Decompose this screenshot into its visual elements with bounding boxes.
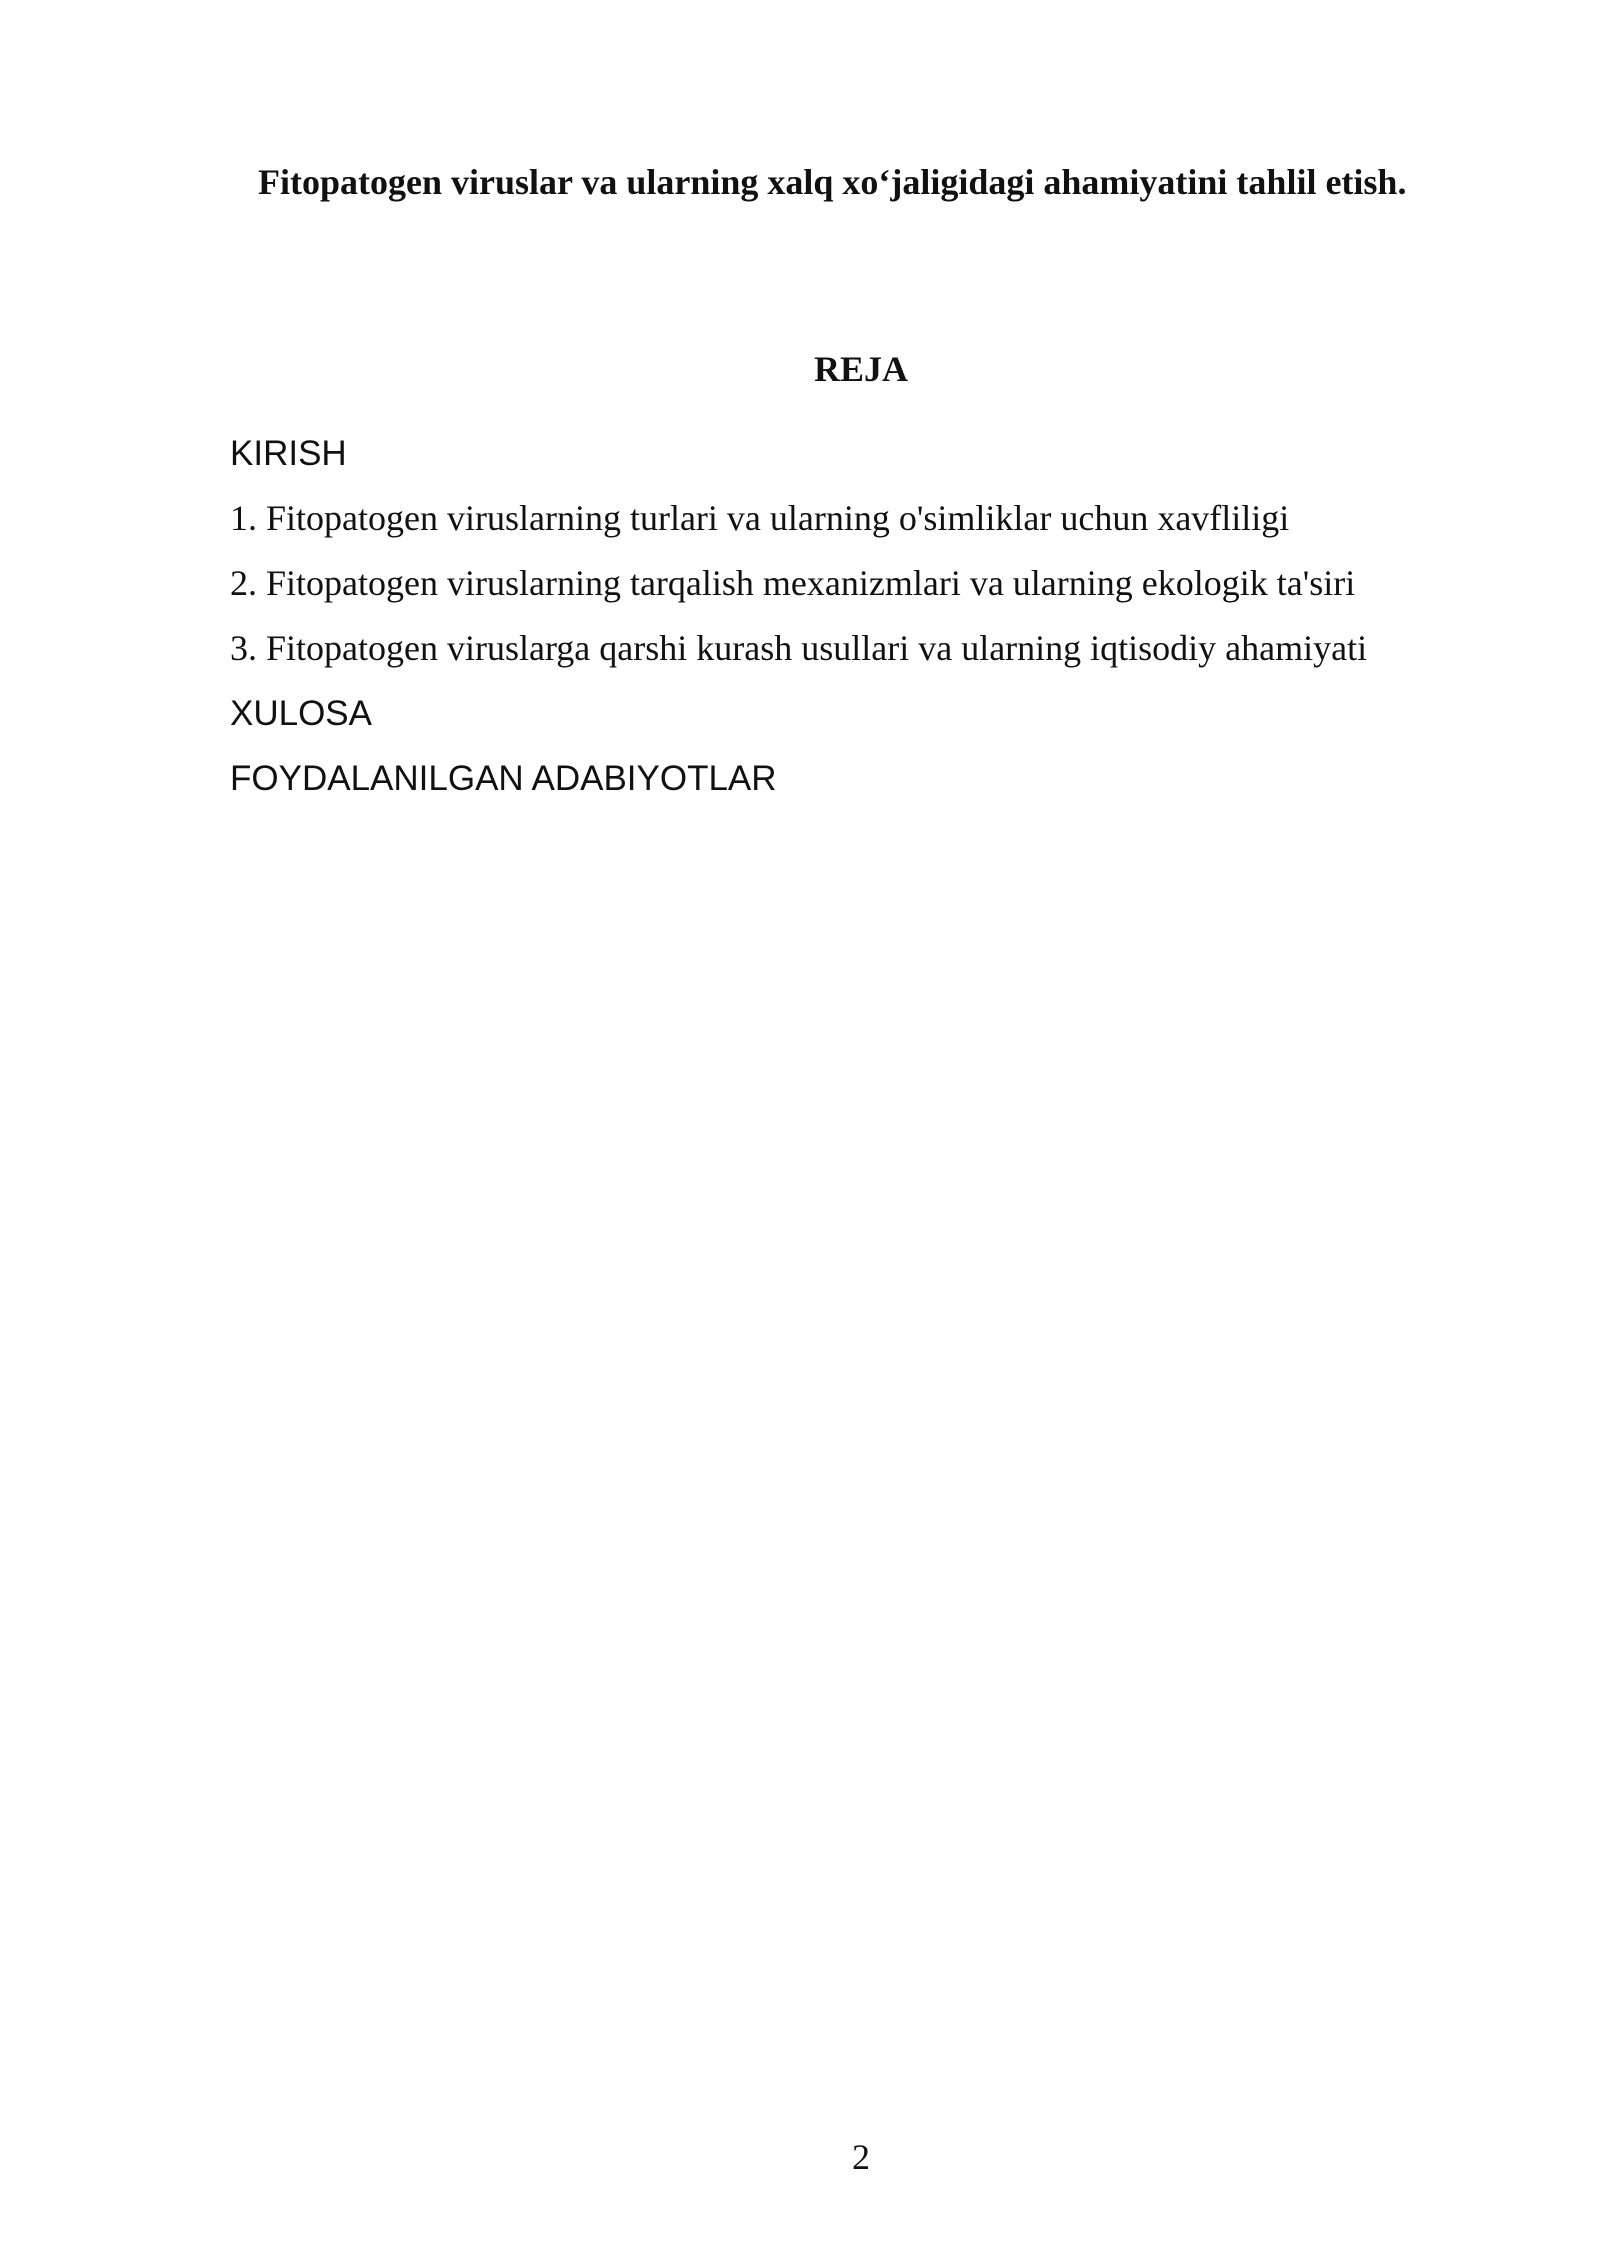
plan-item-references: FOYDALANILGAN ADABIYOTLAR <box>230 759 777 798</box>
plan-list <box>230 421 1367 811</box>
page-number: 2 <box>852 2137 870 2177</box>
document-title: Fitopatogen viruslar va ularning xalq xo‘jaligidagi ahamiyatini tahlil etish. <box>258 162 1407 202</box>
plan-item-conclusion: XULOSA <box>230 694 372 733</box>
plan-item-2: 2. Fitopatogen viruslarning tarqalish mexanizmlari va ularning ekologik ta'siri <box>230 563 1356 603</box>
plan-heading: REJA <box>813 349 908 389</box>
plan-item-introduction: KIRISH <box>230 434 347 473</box>
plan-item-1: 1. Fitopatogen viruslarning turlari va ularning o'simliklar uchun xavfliligi <box>230 498 1290 538</box>
plan-item-3: 3. Fitopatogen viruslarga qarshi kurash usullari va ularning iqtisodiy ahamiyati <box>230 628 1368 668</box>
